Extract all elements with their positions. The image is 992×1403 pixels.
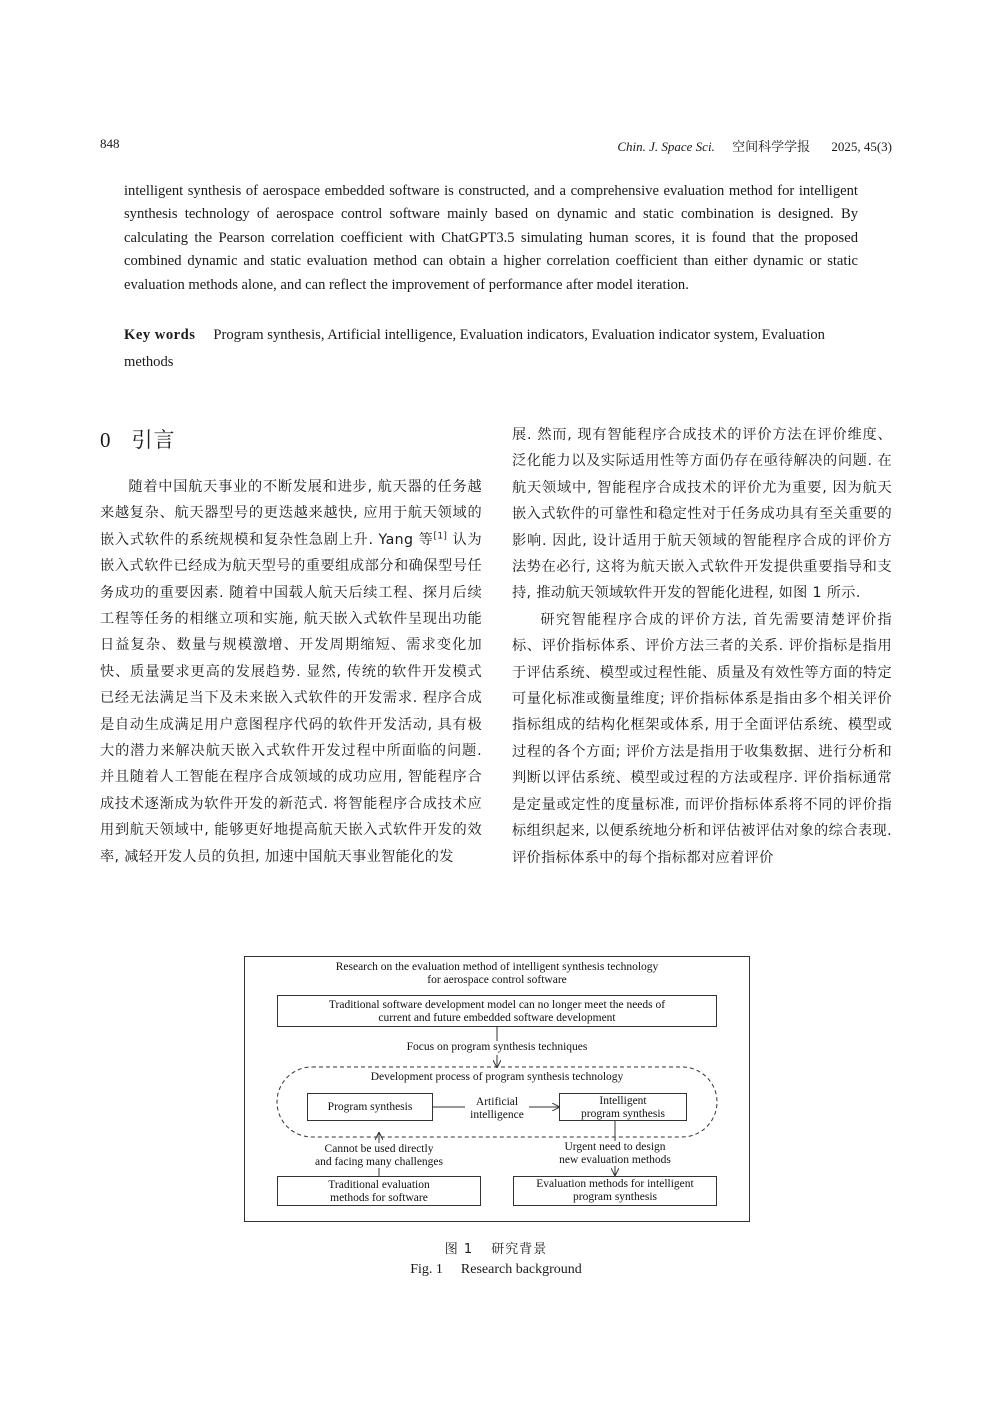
label-line: and facing many challenges [314, 1156, 444, 1168]
figure-title [245, 961, 749, 987]
abstract-text: intelligent synthesis of aerospace embedded software is constructed, and a comprehensive evaluation method for intelligent synthesis technology of aerospace control software mainly based on dynamic and static combination is designed. By calculating the Pearson correlation coefficient with ChatGPT3.5 simulating human scores, it is found that the proposed combined dynamic and static evaluation method can obtain a higher correlation coefficient than either dynamic or static evaluation methods alone, and can reflect the improvement of performance after model iteration. [124, 183, 858, 293]
label-line: new evaluation methods [559, 1154, 671, 1166]
program-synthesis-box: Program synthesis [307, 1093, 433, 1121]
keywords [124, 322, 858, 376]
box-line: Intelligent [599, 1095, 647, 1107]
caption-title: 研究背景 [491, 1242, 548, 1257]
section-title: 引言 [131, 428, 176, 452]
intelligent-program-synthesis-box [559, 1093, 687, 1121]
right-column [512, 422, 892, 871]
box-line: current and future embedded software development [378, 1012, 616, 1024]
label-line: Cannot be used directly [324, 1143, 434, 1155]
cannot-use-label [285, 1143, 473, 1169]
figure-caption-en [0, 1262, 992, 1278]
citation[interactable]: [1] [433, 531, 448, 542]
paragraph [100, 474, 482, 870]
journal-name-cn: 空间科学学报 [732, 139, 811, 154]
paragraph-text: 认为嵌入式软件已经成为航天型号的重要组成部分和确保型号任务成功的重要因素. 随着中国载人航天后续工程、探月后续工程等任务的相继立项和实施, 航天嵌入式软件呈现出功能日益复杂、数量与规模激增、开发周期缩短、需求变化加快、质量要求更高的发展趋势. 显然, 传统的软件开发模式已经无法满足当下及未来嵌入式软件的开发需求. 程序合成是自动生成满足用户意图程序代码的软件开发活动, 具有极大的潜力来解决航天嵌入式软件开发过程中所面临的问题. 并且随着人工智能在程序合成领域的成功应用, 智能程序合成技术逐渐成为软件开发的新范式. 将智能程序合成技术应用到航天领域中, 能够更好地提高航天嵌入式软件开发的效率, 减轻开发人员的负担, 加速中国航天事业智能化的发 [100, 531, 482, 865]
ai-label [463, 1096, 531, 1122]
traditional-model-box [277, 995, 717, 1027]
box-line: methods for software [330, 1192, 428, 1204]
box-line: program synthesis [580, 1108, 665, 1120]
caption-number: 图 1 [444, 1242, 474, 1257]
paragraph: 研究智能程序合成的评价方法, 首先需要清楚评价指标、评价指标体系、评价方法三者的关系. 评价指标是指用于评估系统、模型或过程性能、质量及有效性等方面的特定可量化标准或衡量维度; 评价指标体系是指由多个相关评价指标组成的结构化框架或体系, 用于全面评估系统、模型或过程的各个方面; 评价方法是指用于收集数据、进行分析和判断以评估系统、模型或过程的方法或程序. 评价指标通常是定量或定性的度量标准, 而评价指标体系将不同的评价指标组织起来, 以便系统地分析和评估被评估对象的综合表现. 评价指标体系中的每个指标都对应着评价 [512, 611, 892, 866]
paragraph-text: 随着中国航天事业的不断发展和进步, 航天器的任务越来越复杂、航天器型号的更迭越来越快, 应用于航天领域的嵌入式软件的系统规模和复杂性急剧上升. Yang 等 [100, 479, 482, 548]
caption-title: Research background [460, 1262, 582, 1277]
keywords-text: Program synthesis, Artificial intelligence, Evaluation indicators, Evaluation indicator system, Evaluation methods [124, 327, 825, 370]
section-number: 0 [100, 428, 112, 452]
left-column [100, 474, 482, 870]
box-line: program synthesis [572, 1191, 657, 1203]
urgent-need-label [529, 1141, 701, 1167]
running-header [617, 136, 892, 155]
box-line: Traditional evaluation [328, 1179, 430, 1191]
label-line: Urgent need to design [564, 1141, 666, 1153]
ai-label-line: Artificial [475, 1096, 519, 1108]
section-heading [100, 424, 176, 454]
ai-label-line: intelligence [470, 1109, 524, 1121]
traditional-evaluation-box [277, 1176, 481, 1206]
volume-issue: 2025, 45(3) [831, 139, 892, 154]
dev-process-label: Development process of program synthesis technology [370, 1071, 624, 1083]
focus-label: Focus on program synthesis techniques [406, 1041, 588, 1053]
figure-title-line: Research on the evaluation method of intelligent synthesis technology [335, 961, 659, 973]
figure-1-diagram [244, 956, 750, 1222]
figure-caption-cn [0, 1238, 992, 1257]
box-line: Evaluation methods for intelligent [536, 1178, 694, 1190]
paragraph: 展. 然而, 现有智能程序合成技术的评价方法在评价维度、泛化能力以及实际适用性等方面仍存在亟待解决的问题. 在航天领域中, 智能程序合成技术的评价尤为重要, 因为航天嵌入式软件的可靠性和稳定性对于任务成功具有至关重要的影响. 因此, 设计适用于航天领域的智能程序合成的评价方法势在必行, 这将为航天嵌入式软件开发提供重要指导和支持, 推动航天领域软件开发的智能化进程, 如图 1 所示. [512, 427, 892, 602]
page-number: 848 [100, 136, 120, 151]
keywords-label: Key words [124, 327, 196, 343]
caption-number: Fig. 1 [410, 1262, 443, 1277]
evaluation-methods-box [513, 1176, 717, 1206]
journal-abbrev: Chin. J. Space Sci. [617, 139, 715, 154]
figure-title-line: for aerospace control software [427, 974, 567, 986]
box-line: Traditional software development model can no longer meet the needs of [328, 999, 666, 1011]
